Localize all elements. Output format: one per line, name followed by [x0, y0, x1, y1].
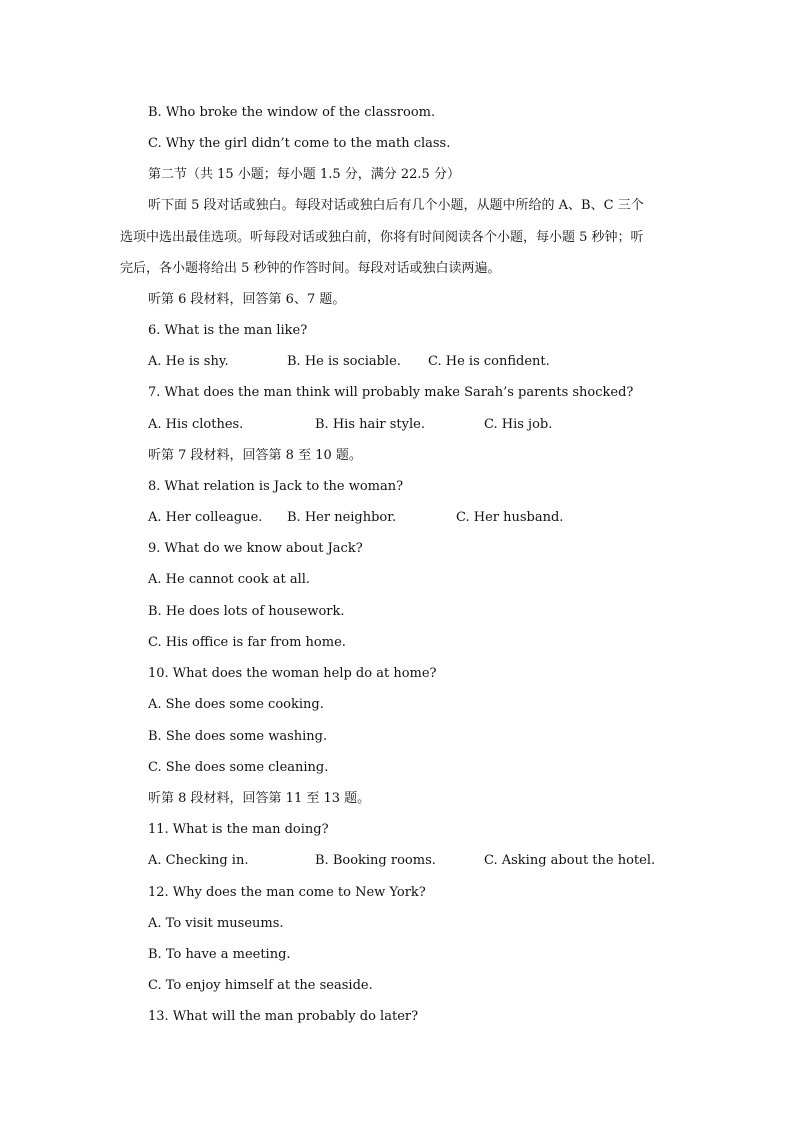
question-12-option-b: B. To have a meeting.	[148, 947, 291, 962]
question-7-option-b: B. His hair style.	[315, 417, 425, 432]
question-6-option-b: B. He is sociable.	[287, 354, 401, 369]
question-10-option-a: A. She does some cooking.	[148, 697, 324, 712]
question-6: 6. What is the man like?	[148, 323, 308, 338]
material-6-heading: 听第 6 段材料，回答第 6、7 题。	[148, 292, 346, 307]
question-9-option-c: C. His office is far from home.	[148, 635, 346, 650]
question-13: 13. What will the man probably do later?	[148, 1009, 419, 1024]
question-6-option-a: A. He is shy.	[148, 354, 229, 369]
question-8-option-b: B. Her neighbor.	[287, 510, 397, 525]
instruction-line-2: 选项中选出最佳选项。听每段对话或独白前，你将有时间阅读各个小题，每小题 5 秒钟；听	[120, 230, 644, 245]
question-8: 8. What relation is Jack to the woman?	[148, 479, 404, 494]
question-7: 7. What does the man think will probably make Sarah’s parents shocked?	[148, 385, 634, 400]
question-10-option-c: C. She does some cleaning.	[148, 760, 329, 775]
question-10-option-b: B. She does some washing.	[148, 729, 328, 744]
question-12: 12. Why does the man come to New York?	[148, 885, 426, 900]
material-8-heading: 听第 8 段材料，回答第 11 至 13 题。	[148, 791, 371, 806]
question-12-option-a: A. To visit museums.	[148, 916, 284, 931]
question-7-option-a: A. His clothes.	[148, 417, 244, 432]
question-9: 9. What do we know about Jack?	[148, 541, 363, 556]
question-11-option-a: A. Checking in.	[148, 853, 249, 868]
question-7-option-c: C. His job.	[484, 417, 553, 432]
question-5-option-c: C. Why the girl didn’t come to the math class.	[148, 136, 451, 151]
question-5-option-b: B. Who broke the window of the classroom.	[148, 105, 436, 120]
question-8-option-a: A. Her colleague.	[148, 510, 263, 525]
question-10: 10. What does the woman help do at home?	[148, 666, 437, 681]
question-11: 11. What is the man doing?	[148, 822, 329, 837]
question-11-option-c: C. Asking about the hotel.	[484, 853, 656, 868]
instruction-line-3: 完后，各小题将给出 5 秒钟的作答时间。每段对话或独白读两遍。	[120, 261, 501, 276]
question-11-option-b: B. Booking rooms.	[315, 853, 436, 868]
section-2-title: 第二节（共 15 小题；每小题 1.5 分，满分 22.5 分）	[148, 167, 460, 182]
instruction-line-1: 听下面 5 段对话或独白。每段对话或独白后有几个小题，从题中所给的 A、B、C 三个	[148, 198, 644, 213]
question-12-option-c: C. To enjoy himself at the seaside.	[148, 978, 373, 993]
question-8-option-c: C. Her husband.	[456, 510, 564, 525]
question-6-option-c: C. He is confident.	[428, 354, 550, 369]
question-9-option-b: B. He does lots of housework.	[148, 604, 345, 619]
question-9-option-a: A. He cannot cook at all.	[148, 572, 311, 587]
material-7-heading: 听第 7 段材料，回答第 8 至 10 题。	[148, 448, 362, 463]
